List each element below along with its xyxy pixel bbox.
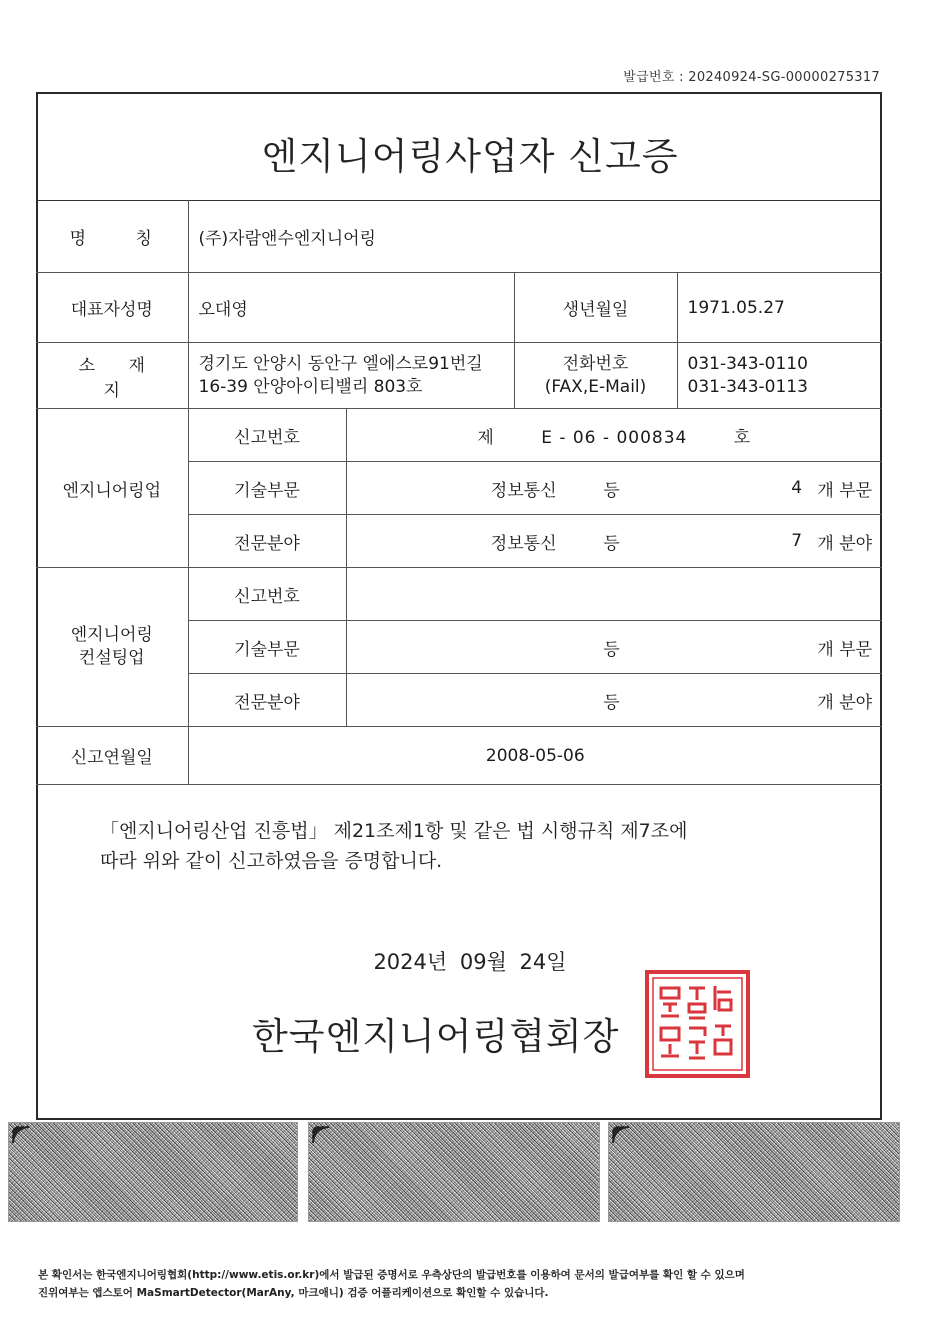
eng-spec-etc: 등 [603,533,620,554]
consult-tech-label: 기술부문 [188,621,346,674]
pattern-marker-icon [11,1125,31,1145]
engineering-business-label: 엔지니어링업 [36,409,188,568]
fax-number: 031-343-0113 [687,376,808,397]
report-date-row [36,727,882,785]
verification-notice [38,1266,745,1302]
statement-line-2: 따라 위와 같이 신고하였음을 증명합니다. [100,850,443,872]
consulting-label-line-2: 컨설팅업 [78,648,145,668]
eng-spec-field: 정보통신 [490,533,557,554]
address-value [188,343,514,409]
pattern-marker-icon [611,1125,631,1145]
phone-label [514,343,677,409]
company-name-label: 명 칭 [36,201,188,273]
consult-spec-etc: 등 [603,692,620,713]
consult-tech-value [346,621,882,674]
eng-spec-unit: 개 분야 [817,533,873,554]
address-line-1: 경기도 안양시 동안구 엘에스로91번길 [198,353,483,374]
consult-tech-unit: 개 부문 [817,639,873,660]
security-pattern-1 [8,1122,298,1222]
consult-tech-etc: 등 [603,639,620,660]
eng-spec-label: 전문분야 [188,515,346,568]
birth-label: 생년월일 [514,273,677,343]
phone-number: 031-343-0110 [687,353,808,374]
eng-tech-count: 4 [791,478,803,498]
eng-tech-etc: 등 [603,480,620,501]
birth-value: 1971.05.27 [677,273,882,343]
security-pattern-2 [308,1122,600,1222]
representative-row [36,273,882,343]
footer-line-2: 진위여부는 앱스토어 MaSmartDetector(MarAny, 마크애니) 검증 어플리케이션으로 확인할 수 있습니다. [38,1287,549,1299]
consulting-label-line-1: 엔지니어링 [70,625,153,645]
report-date-label: 신고연월일 [36,727,188,785]
phone-label-line-1: 전화번호 [562,353,629,374]
eng-reg-label: 신고번호 [188,409,346,462]
eng-reg-row [36,409,882,462]
representative-label: 대표자성명 [36,273,188,343]
company-name-value: (주)자람앤수엔지니어링 [188,201,882,273]
report-date-value: 2008-05-06 [188,727,882,785]
eng-spec-value [346,515,882,568]
consult-spec-unit: 개 분야 [817,692,873,713]
consult-reg-label: 신고번호 [188,568,346,621]
footer-line-1: 본 확인서는 한국엔지니어링협회(http://www.etis.or.kr)에서 발급된 증명서로 우측상단의 발급번호를 이용하여 문서의 발급여부를 확인 할 수 있으며 [38,1269,745,1281]
statement-line-1: 「엔지니어링산업 진흥법」 제21조제1항 및 같은 법 시행규칙 제7조에 [100,820,688,842]
issue-date: 2024년 09월 24일 [373,950,567,974]
consult-spec-value [346,674,882,727]
eng-reg-number: E - 06 - 000834 [541,427,688,448]
consulting-business-label [36,568,188,727]
representative-value: 오대영 [188,273,514,343]
consult-reg-value [346,568,882,621]
certification-statement [100,816,687,876]
phone-value [677,343,882,409]
issuer-name: 한국엔지니어링협회장 [252,1015,620,1058]
location-label: 소 재 지 [36,343,188,409]
consult-spec-label: 전문분야 [188,674,346,727]
eng-reg-prefix: 제 [477,427,495,448]
eng-tech-value [346,462,882,515]
security-pattern-3 [608,1122,900,1222]
location-row [36,343,882,409]
issue-number: 발급번호 : 20240924-SG-00000275317 [623,70,880,85]
eng-tech-label: 기술부문 [188,462,346,515]
eng-tech-unit: 개 부문 [817,480,873,501]
official-seal-icon [645,970,750,1078]
eng-spec-count: 7 [791,531,803,551]
company-row [36,201,882,273]
phone-label-line-2: (FAX,E-Mail) [544,376,647,397]
eng-tech-field: 정보통신 [490,480,557,501]
info-table [36,200,882,785]
eng-reg-suffix: 호 [733,427,752,448]
eng-reg-value [346,409,882,462]
pattern-marker-icon [311,1125,331,1145]
certificate-title: 엔지니어링사업자 신고증 [261,135,679,178]
consult-reg-row [36,568,882,621]
address-line-2: 16-39 안양아이티밸리 803호 [198,376,423,397]
